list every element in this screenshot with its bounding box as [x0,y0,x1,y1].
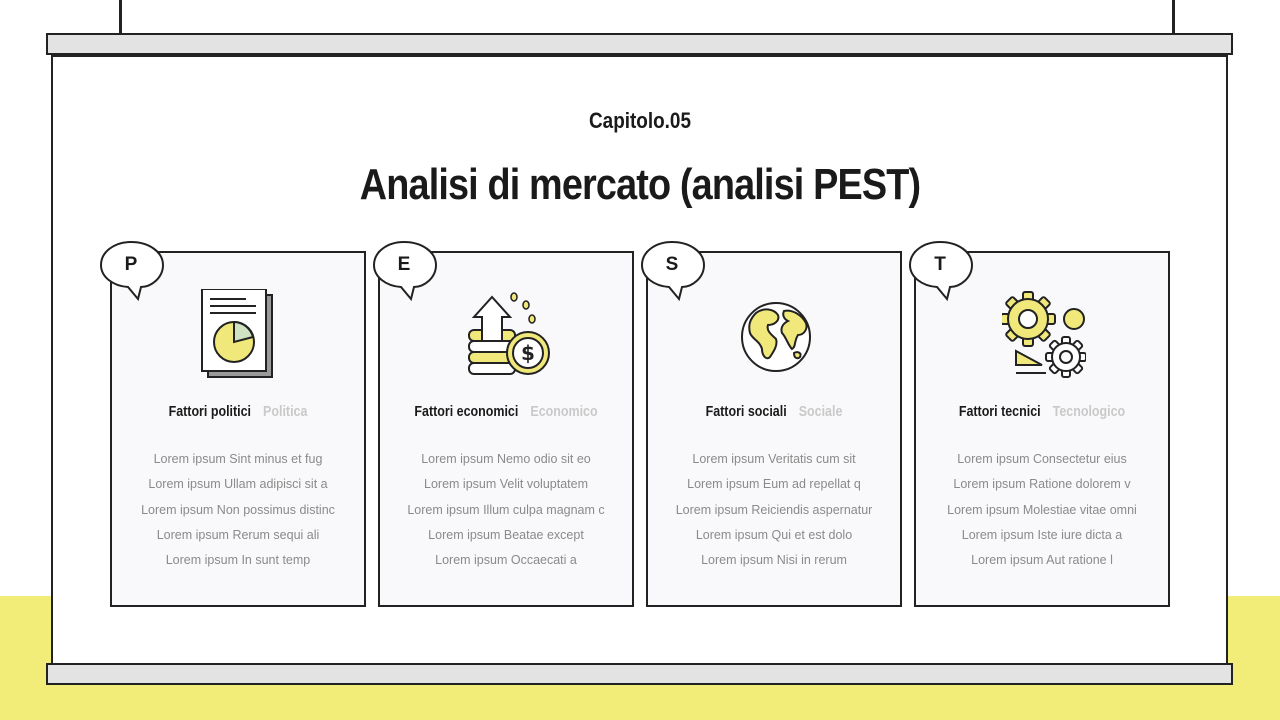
report-document-icon [198,289,282,381]
card-line: Lorem ipsum Iste iure dicta a [961,527,1123,542]
speech-bubble-p [99,240,169,302]
card-title: Fattori tecnici [958,404,1041,420]
card-heading [398,403,615,421]
card-line: Lorem ipsum Velit voluptatem [424,477,588,492]
card-line: Lorem ipsum Non possimus distinc [141,502,335,517]
card-body-text [648,447,900,573]
gears-icon [1002,289,1086,381]
svg-text:$: $ [521,341,535,365]
card-heading [666,403,883,421]
card-line: Lorem ipsum Nisi in rerum [701,553,847,568]
card-line: Lorem ipsum Rerum sequi ali [156,527,320,542]
pest-letter: S [665,254,679,275]
pest-letter: P [124,254,138,275]
card-title: Fattori sociali [705,404,787,420]
chapter-label: Capitolo.05 [589,108,691,133]
pest-card-social [646,251,902,607]
pest-card-political [110,251,366,607]
card-subtitle: Sociale [798,404,843,420]
speech-bubble-t [908,240,978,302]
card-line: Lorem ipsum Ratione dolorem v [953,477,1131,492]
right-hanger-line [1172,0,1175,34]
card-line: Lorem ipsum Veritatis cum sit [692,452,856,466]
card-line: Lorem ipsum Eum ad repellat q [687,477,861,492]
card-title: Fattori politici [168,404,252,420]
card-title: Fattori economici [414,404,519,420]
card-line: Lorem ipsum Beatae except [428,527,584,542]
card-line: Lorem ipsum Illum culpa magnam c [407,502,605,517]
card-line: Lorem ipsum Reiciendis aspernatur [675,502,873,517]
card-heading [130,403,347,421]
card-heading [934,403,1151,421]
card-line: Lorem ipsum Occaecati a [435,553,577,568]
slide-title: Analisi di mercato (analisi PEST) [359,160,921,209]
coins-dollar-arrow-icon [466,289,550,381]
card-subtitle: Tecnologico [1052,404,1126,420]
card-body-text [916,447,1168,573]
card-line: Lorem ipsum Sint minus et fug [153,452,323,466]
card-body-text [380,447,632,573]
speech-bubble-s [640,240,710,302]
top-roller-bar [46,33,1233,55]
card-line: Lorem ipsum Ullam adipisci sit a [148,477,328,492]
card-subtitle: Economico [530,404,598,420]
card-line: Lorem ipsum Qui et est dolo [695,527,853,542]
pest-letter: E [397,254,411,275]
left-hanger-line [119,0,122,34]
card-subtitle: Politica [263,404,308,420]
card-body-text [112,447,364,573]
pest-card-economic [378,251,634,607]
pest-card-technological [914,251,1170,607]
bottom-roller-bar [46,663,1233,685]
card-line: Lorem ipsum In sunt temp [165,553,311,568]
card-line: Lorem ipsum Consectetur eius [957,452,1127,466]
pest-letter: T [934,254,946,275]
card-line: Lorem ipsum Molestiae vitae omni [947,502,1137,517]
card-line: Lorem ipsum Aut ratione l [971,553,1113,568]
speech-bubble-e [372,240,442,302]
globe-icon [734,289,818,381]
card-line: Lorem ipsum Nemo odio sit eo [421,452,591,466]
